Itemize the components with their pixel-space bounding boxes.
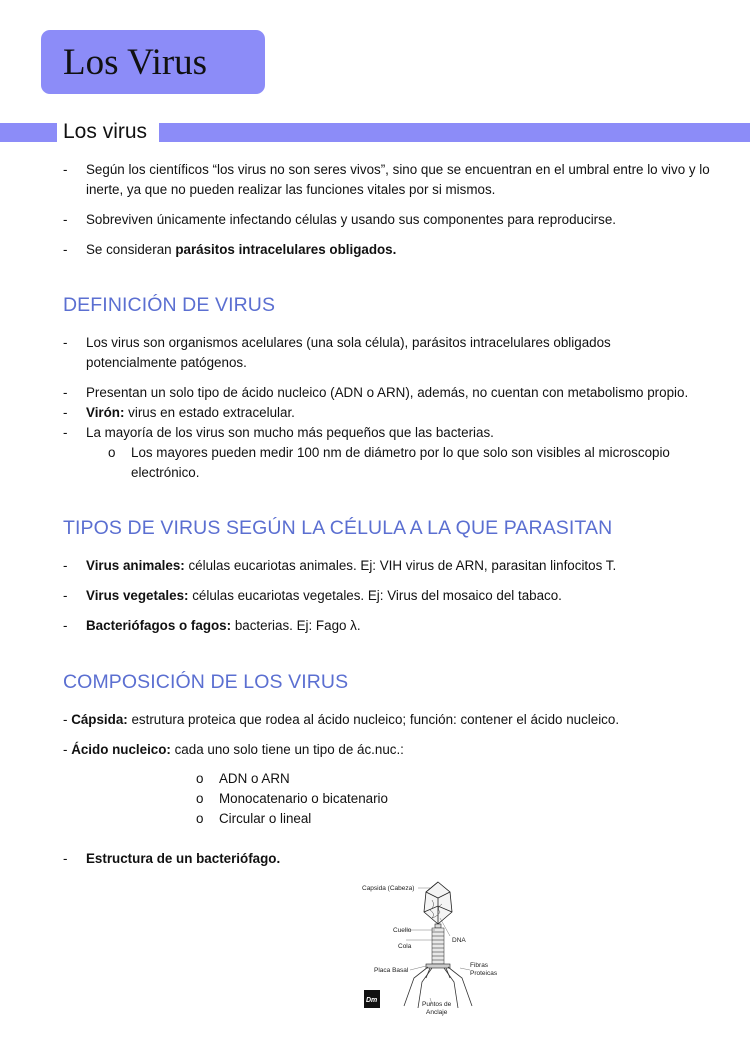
section-title-composicion: COMPOSICIÓN DE LOS VIRUS	[63, 671, 349, 693]
composition-line: - Cápsida: estrutura proteica que rodea al ácido nucleico; función: contener el ácido nucleico.	[63, 712, 620, 727]
label-puntos-2: Anclaje	[426, 1009, 448, 1016]
section-bar-left	[0, 123, 57, 142]
label-cuello: Cuello	[393, 927, 412, 934]
label-puntos-1: Puntos de	[422, 1001, 452, 1008]
logo-text: Dm	[366, 997, 378, 1004]
label-cola: Cola	[398, 943, 412, 950]
page-title: Los Virus	[63, 41, 208, 83]
title-box	[41, 30, 265, 94]
section-bar-right	[159, 123, 750, 142]
section-title-tipos: TIPOS DE VIRUS SEGÚN LA CÉLULA A LA QUE PARASITAN	[63, 517, 613, 539]
neck-shape	[435, 924, 441, 928]
section-title-los-virus: Los virus	[63, 120, 148, 143]
section-title-definicion: DEFINICIÓN DE VIRUS	[63, 294, 276, 316]
label-dna: DNA	[452, 937, 466, 944]
label-fibras-1: Fibras	[470, 962, 489, 969]
label-capsida: Capsida (Cabeza)	[362, 885, 415, 892]
base-plate-shape	[426, 964, 450, 968]
composition-line: - Ácido nucleico: cada uno solo tiene un tipo de ác.nuc.:	[63, 742, 404, 757]
tail-shape	[432, 928, 444, 964]
capsid-shape	[424, 882, 452, 924]
bacteriophage-diagram	[360, 878, 505, 1023]
label-fibras-2: Proteicas	[470, 970, 498, 977]
label-placa: Placa Basal	[374, 967, 409, 974]
